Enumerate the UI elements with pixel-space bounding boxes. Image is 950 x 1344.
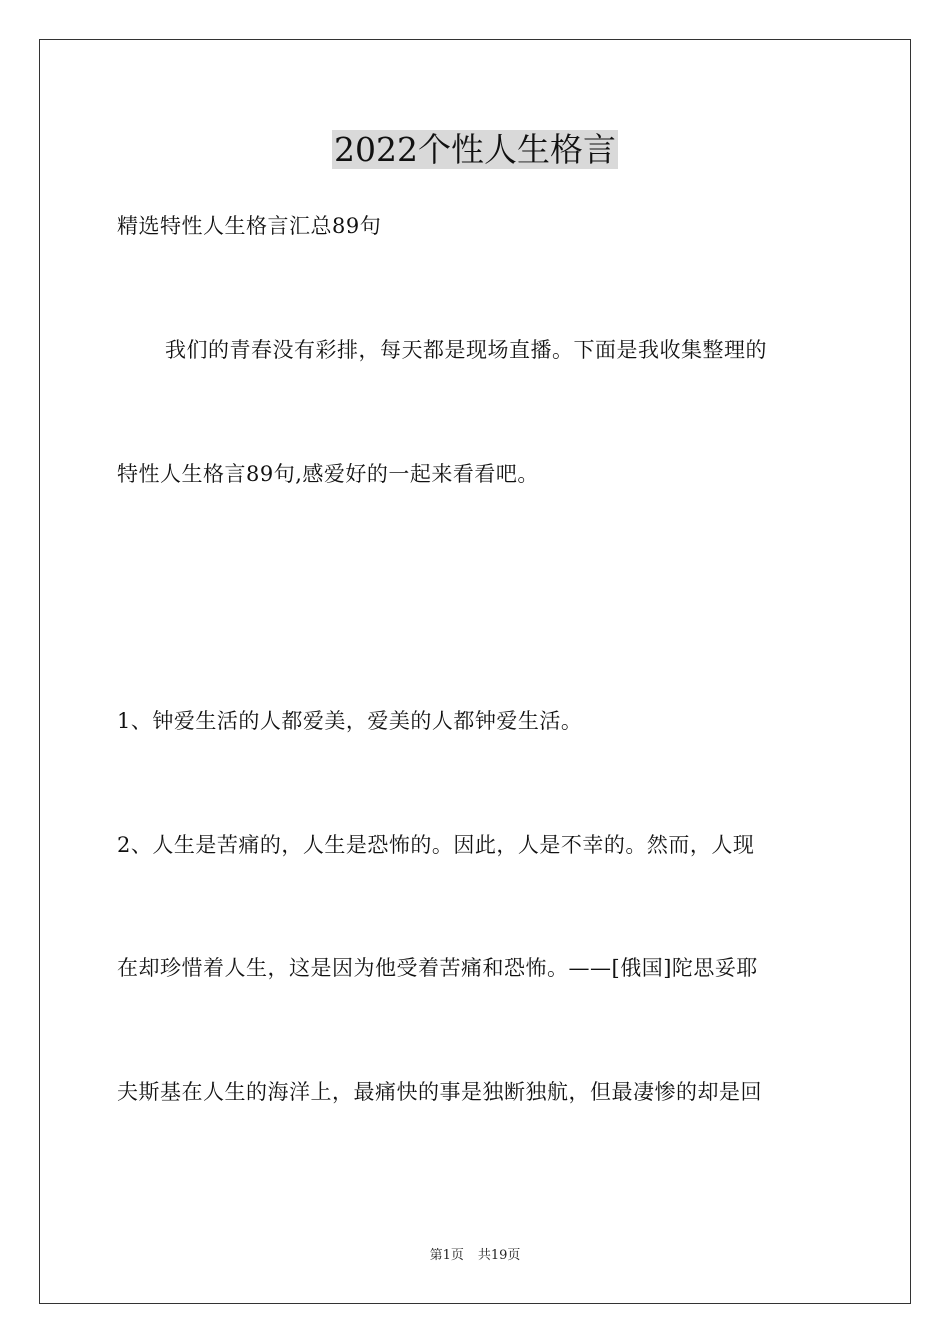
quote-line: 在却珍惜着人生，这是因为他受着苦痛和恐怖。——[俄国]陀思妥耶 xyxy=(117,956,758,980)
paragraph-line: 我们的青春没有彩排，每天都是现场直播。下面是我收集整理的 xyxy=(165,338,767,362)
paragraph-line: 特性人生格言89句,感爱好的一起来看看吧。 xyxy=(117,462,539,486)
quote-line: 1、钟爱生活的人都爱美，爱美的人都钟爱生活。 xyxy=(117,709,583,733)
subtitle: 精选特性人生格言汇总89句 xyxy=(117,214,382,238)
quote-line: 夫斯基在人生的海洋上，最痛快的事是独断独航，但最凄惨的却是回 xyxy=(117,1080,762,1104)
quote-line: 2、人生是苦痛的，人生是恐怖的。因此，人是不幸的。然而，人现 xyxy=(117,833,755,857)
title-text: 2022个性人生格言 xyxy=(334,130,616,169)
page-number: 第1页 xyxy=(429,1248,464,1263)
document-title xyxy=(0,128,950,172)
page-footer xyxy=(0,1247,950,1265)
page-total: 共19页 xyxy=(477,1248,521,1263)
